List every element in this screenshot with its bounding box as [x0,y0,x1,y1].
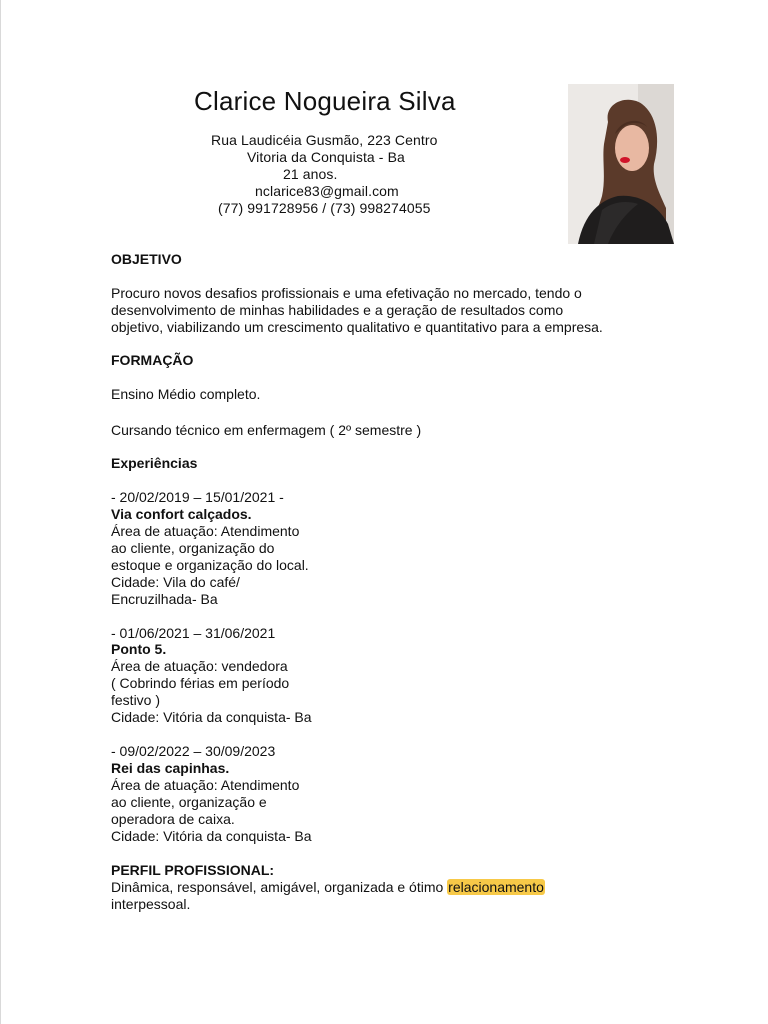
job-detail: festivo ) [111,692,161,708]
profile-title: PERFIL PROFISSIONAL: [111,862,275,878]
page-edge [0,0,1,1024]
portrait-photo-icon [568,84,674,244]
age-line: 21 anos. [283,166,338,182]
job-detail: operadora de caixa. [111,811,235,827]
job-detail: Encruzilhada- Ba [111,591,218,607]
job-period: - 01/06/2021 – 31/06/2021 [111,625,276,641]
objective-title: OBJETIVO [111,251,182,267]
portrait-photo [568,84,674,244]
job-company: Rei das capinhas. [111,760,230,776]
job-detail: Área de atuação: Atendimento [111,523,300,539]
job-detail: ao cliente, organização do [111,540,275,556]
profile-text: Dinâmica, responsável, amigável, organizada e ótimo [111,879,448,895]
phone-line: (77) 991728956 / (73) 998274055 [218,200,431,216]
objective-line: objetivo, viabilizando um crescimento qualitativo e quantitativo para a empresa. [111,319,603,335]
job-detail: Cidade: Vila do café/ [111,574,240,590]
objective-line: desenvolvimento de minhas habilidades e a geração de resultados como [111,302,564,318]
experience-title: Experiências [111,455,198,471]
address-line: Rua Laudicéia Gusmão, 223 Centro [211,132,438,148]
job-period: - 09/02/2022 – 30/09/2023 [111,743,276,759]
education-item: Ensino Médio completo. [111,386,261,402]
job-period: - 20/02/2019 – 15/01/2021 - [111,489,284,505]
job-detail: Cidade: Vitória da conquista- Ba [111,709,312,725]
profile-line [111,879,545,895]
job-detail: ( Cobrindo férias em período [111,675,290,691]
profile-line: interpessoal. [111,896,191,912]
highlighted-word: relacionamento [448,879,544,895]
job-company: Ponto 5. [111,641,167,657]
education-title: FORMAÇÃO [111,352,194,368]
job-detail: Área de atuação: Atendimento [111,777,300,793]
job-detail: estoque e organização do local. [111,557,309,573]
candidate-name: Clarice Nogueira Silva [194,86,456,116]
education-item: Cursando técnico em enfermagem ( 2º semestre ) [111,422,422,438]
objective-line: Procuro novos desafios profissionais e uma efetivação no mercado, tendo o [111,285,582,301]
job-company: Via confort calçados. [111,506,252,522]
job-detail: Cidade: Vitória da conquista- Ba [111,828,312,844]
city-line: Vitoria da Conquista - Ba [247,149,405,165]
email-line: nclarice83@gmail.com [255,183,399,199]
job-detail: ao cliente, organização e [111,794,267,810]
job-detail: Área de atuação: vendedora [111,658,288,674]
